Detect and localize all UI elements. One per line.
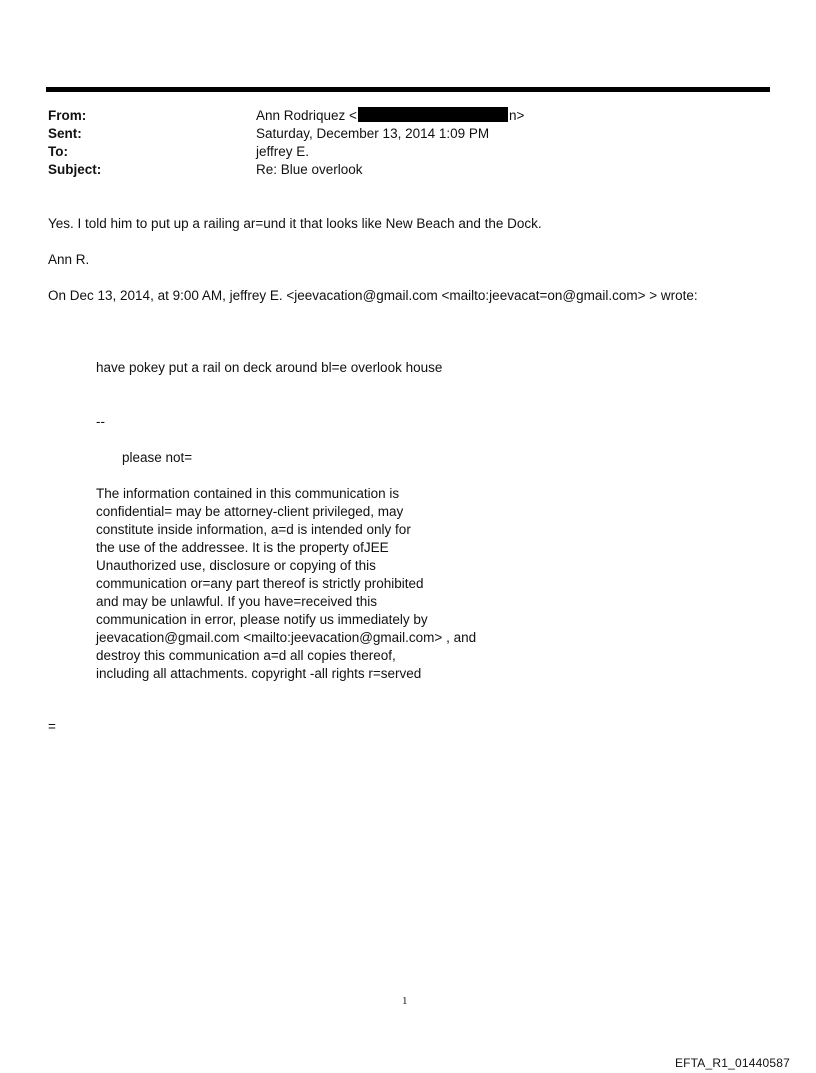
- trailing-equals: =: [48, 719, 56, 734]
- header-divider: [46, 87, 770, 92]
- disclaimer-line: destroy this communication a=d all copies thereof,: [96, 648, 396, 663]
- disclaimer-block: [96, 485, 476, 683]
- to-value: jeffrey E.: [256, 144, 310, 159]
- disclaimer-line: communication or=any part thereof is strictly prohibited: [96, 576, 424, 591]
- signature-separator: --: [96, 414, 105, 429]
- reply-line: Yes. I told him to put up a railing ar=und it that looks like New Beach and the Dock.: [48, 216, 542, 231]
- sent-label: Sent:: [48, 126, 82, 141]
- quote-intro: On Dec 13, 2014, at 9:00 AM, jeffrey E. <jeevacation@gmail.com <mailto:jeevacat=on@gmail.com> > wrote:: [48, 288, 698, 303]
- disclaimer-line: communication in error, please notify us immediately by: [96, 612, 428, 627]
- from-label: From:: [48, 108, 87, 123]
- subject-row: [48, 161, 748, 179]
- subject-label: Subject:: [48, 162, 102, 177]
- sent-row: [48, 125, 748, 143]
- disclaimer-line: Unauthorized use, disclosure or copying of this: [96, 558, 376, 573]
- disclaimer-line: including all attachments. copyright -all rights r=served: [96, 666, 422, 681]
- document-id: EFTA_R1_01440587: [674, 1056, 790, 1070]
- page-number: 1: [402, 995, 408, 1007]
- quoted-body: have pokey put a rail on deck around bl=e overlook house: [96, 360, 443, 375]
- redaction-block: [358, 107, 508, 122]
- from-name: Ann Rodriquez <: [256, 108, 357, 123]
- disclaimer-line: jeevacation@gmail.com <mailto:jeevacation@gmail.com> , and: [96, 630, 477, 645]
- disclaimer-line: constitute inside information, a=d is intended only for: [96, 522, 411, 537]
- email-header: [48, 107, 748, 179]
- disclaimer-line: confidential= may be attorney-client privileged, may: [96, 504, 404, 519]
- disclaimer-line: and may be unlawful. If you have=received this: [96, 594, 378, 609]
- to-label: To:: [48, 144, 68, 159]
- to-row: [48, 143, 748, 161]
- subject-value: Re: Blue overlook: [256, 162, 363, 177]
- disclaimer-line: the use of the addressee. It is the property ofJEE: [96, 540, 389, 555]
- from-value: [256, 107, 524, 125]
- from-suffix: n>: [508, 108, 525, 123]
- from-row: [48, 107, 748, 125]
- sent-value: Saturday, December 13, 2014 1:09 PM: [256, 126, 490, 141]
- notice-heading: please not=: [122, 450, 193, 465]
- disclaimer-line: The information contained in this communication is: [96, 486, 400, 501]
- signature: Ann R.: [48, 252, 90, 267]
